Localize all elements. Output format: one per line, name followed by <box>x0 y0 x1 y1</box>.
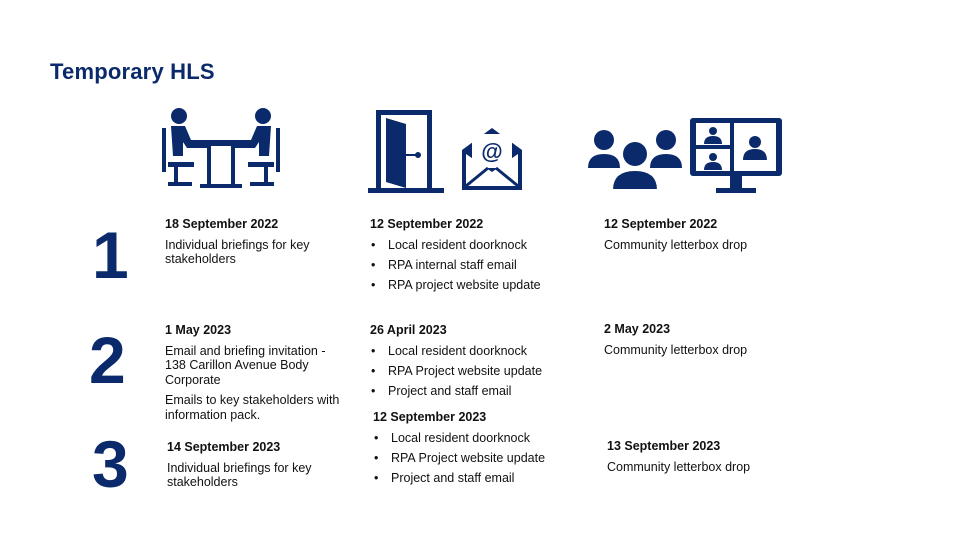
step-number: 2 <box>89 323 126 397</box>
list-item: • Local resident doorknock <box>370 238 570 253</box>
event-date: 14 September 2023 <box>167 440 281 454</box>
event-description: Individual briefings for key stakeholders <box>165 237 310 266</box>
event-date: 26 April 2023 <box>370 323 447 337</box>
bullet-list <box>370 344 570 399</box>
svg-text:@: @ <box>481 139 503 164</box>
row1-col3 <box>604 217 804 256</box>
open-door-icon <box>366 110 446 194</box>
event-date: 12 September 2023 <box>373 410 487 424</box>
people-group-icon <box>588 126 686 190</box>
event-description: Individual briefings for key stakeholders <box>167 460 312 489</box>
row1-col2 <box>370 217 570 298</box>
event-description: Community letterbox drop <box>607 459 751 474</box>
list-item: • Project and staff email <box>373 471 573 486</box>
event-description: Community letterbox drop <box>604 237 748 252</box>
list-item: • RPA project website update <box>370 278 570 293</box>
event-description: Community letterbox drop <box>604 342 748 357</box>
event-date: 1 May 2023 <box>165 323 232 337</box>
step-number: 3 <box>92 427 129 501</box>
page-title: Temporary HLS <box>50 59 215 84</box>
event-description: Emails to key stakeholders with information pack. <box>165 393 340 422</box>
event-date: 18 September 2022 <box>165 217 279 231</box>
row2-col1 <box>165 323 343 426</box>
list-item: • Local resident doorknock <box>373 431 573 446</box>
row3-col2 <box>373 410 573 491</box>
row3-col1 <box>167 440 345 494</box>
row1-col1 <box>165 217 343 271</box>
video-conference-icon <box>690 118 782 194</box>
row2-col2 <box>370 323 570 404</box>
row2-col3 <box>604 322 804 361</box>
event-date: 12 September 2022 <box>604 217 718 231</box>
bullet-list <box>370 238 570 293</box>
list-item: • Project and staff email <box>370 384 570 399</box>
list-item: • RPA internal staff email <box>370 258 570 273</box>
list-item: • RPA Project website update <box>370 364 570 379</box>
list-item: • Local resident doorknock <box>370 344 570 359</box>
event-date: 2 May 2023 <box>604 322 671 336</box>
event-date: 13 September 2023 <box>607 439 721 453</box>
row3-col3 <box>607 439 807 478</box>
step-number: 1 <box>92 218 129 292</box>
meeting-table-icon <box>160 106 282 190</box>
email-envelope-icon <box>460 124 524 192</box>
bullet-list <box>373 431 573 486</box>
event-description: Email and briefing invitation - 138 Carillon Avenue Body Corporate <box>165 343 326 387</box>
event-date: 12 September 2022 <box>370 217 484 231</box>
list-item: • RPA Project website update <box>373 451 573 466</box>
